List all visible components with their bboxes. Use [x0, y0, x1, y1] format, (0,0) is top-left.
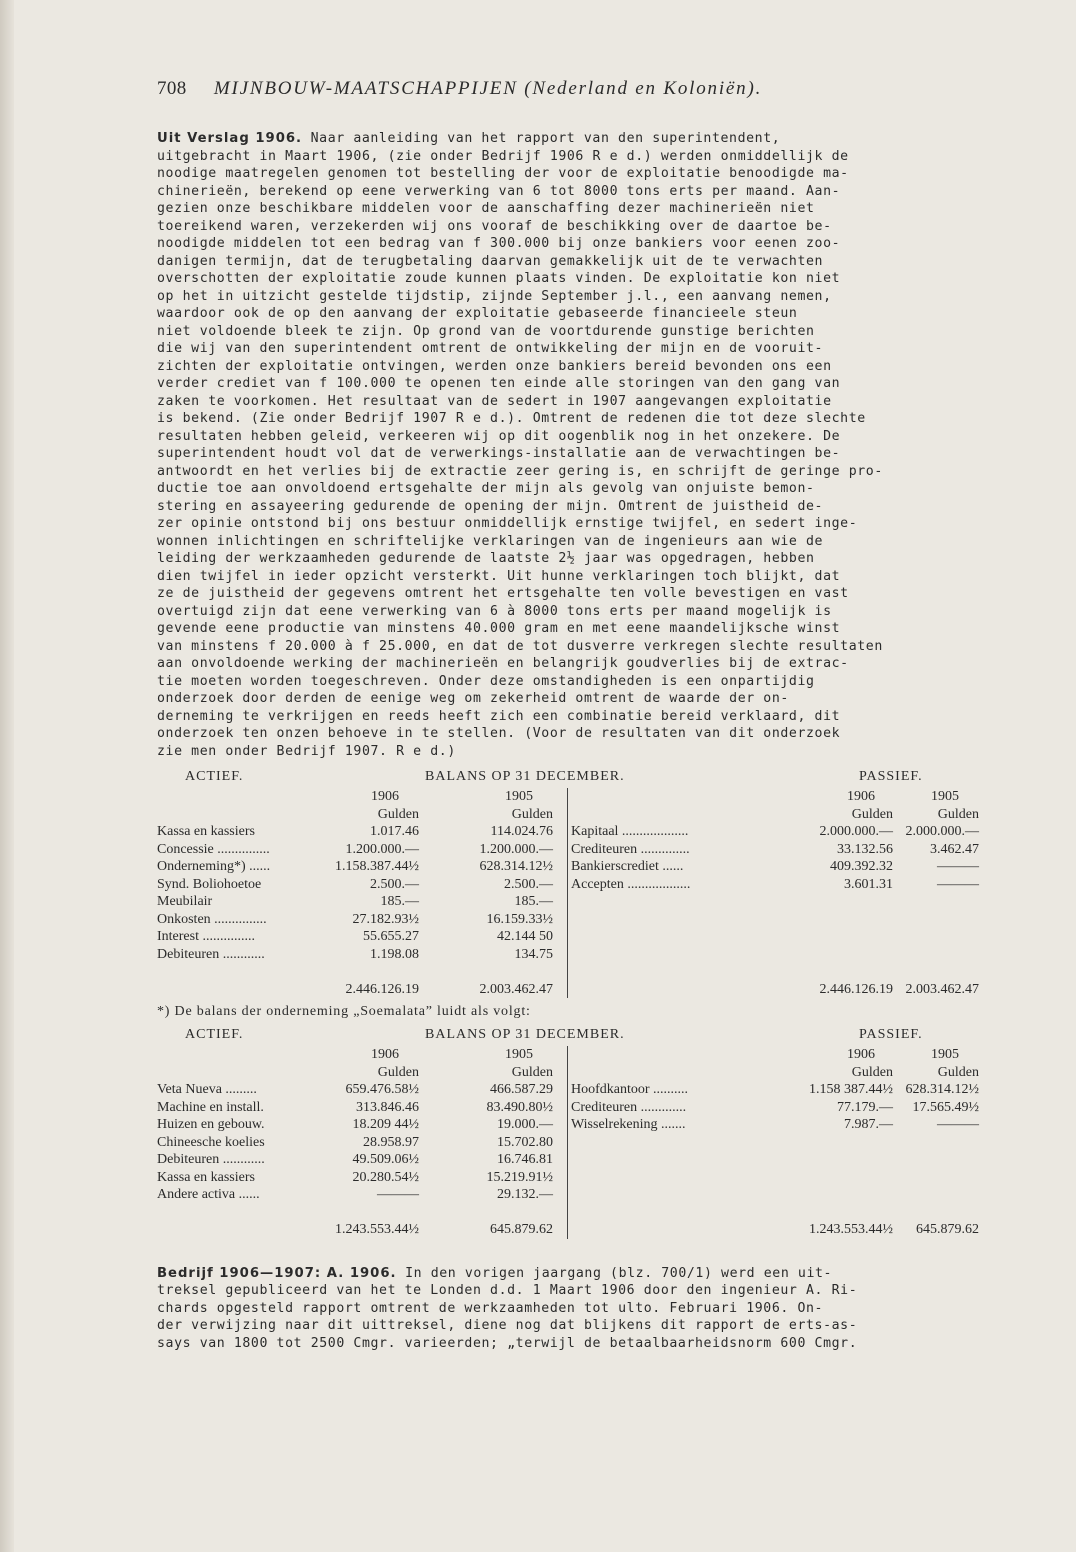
liability-value-1906: 3.601.31: [844, 876, 893, 892]
table-row: [157, 928, 983, 946]
column-divider: [567, 788, 568, 998]
text-line: verder crediet van f 100.000 te openen ten einde alle storingen van den gang van: [157, 376, 841, 391]
asset-value-1905: 19.000.—: [497, 1117, 553, 1132]
unit-label: Gulden: [851, 806, 893, 822]
unit-row: [157, 806, 983, 824]
liability-value-1906: 7.987.—: [844, 1117, 893, 1132]
table-row: [157, 911, 983, 929]
asset-value-1906: 1.158.387.44½: [335, 859, 419, 874]
liability-value-1905: 17.565.49½: [912, 1099, 979, 1115]
year-1905: 1905: [505, 789, 533, 804]
page-number: 708: [157, 78, 187, 99]
table-row: [157, 893, 983, 911]
balance-sheet-soemalata: [157, 1026, 983, 1239]
total-assets-1905: 645.879.62: [490, 1222, 553, 1237]
liability-value-1906: 33.132.56: [837, 841, 893, 857]
asset-value-1906: ———: [377, 1187, 419, 1202]
text-line: zie men onder Bedrijf 1907. R e d.): [157, 743, 456, 759]
text-line: zer opinie ontstond bij ons bestuur onmiddellijk ernstige twijfel, en sedert inge-: [157, 516, 858, 531]
asset-value-1906: 27.182.93½: [352, 911, 419, 927]
unit-label: Gulden: [937, 1064, 979, 1080]
asset-value-1905: 2.500.—: [504, 876, 553, 892]
text-line: zichten der exploitatie ontvingen, werden onze bankiers bereid bevonden ons een: [157, 358, 832, 374]
text-line: noodige maatregelen genomen tot bestelling der voor de exploitatie benoodigde ma-: [157, 166, 849, 181]
asset-label: Andere activa ......: [157, 1187, 260, 1202]
asset-label: Meubilair: [157, 894, 213, 909]
text-line: superintendent houdt vol dat de verwerkings-installatie aan de verwachtingen be-: [157, 446, 841, 461]
liability-value-1906: 77.179.—: [837, 1099, 893, 1115]
unit-label: Gulden: [851, 1064, 893, 1080]
text-line: gevende eene productie van minstens 40.000 gram en met eene maandelijksche winst: [157, 621, 841, 636]
table-row: [157, 1116, 983, 1134]
table-row: [157, 946, 983, 964]
year-1906: 1906: [847, 789, 875, 804]
liability-label: Hoofdkantoor ..........: [571, 1082, 689, 1097]
asset-value-1906: 313.846.46: [356, 1099, 419, 1115]
text-line: zaken te voorkomen. Het resultaat van de sedert in 1907 aangevangen exploitatie: [157, 393, 832, 409]
liability-label: Crediteuren ..............: [571, 841, 690, 857]
asset-value-1906: 659.476.58½: [345, 1082, 419, 1097]
text-line: danigen termijn, dat de terugbetaling daarvan gemakkelijk uit de te verwachten: [157, 253, 824, 269]
asset-label: Debiteuren ............: [157, 1152, 265, 1167]
asset-value-1906: 55.655.27: [363, 929, 419, 944]
liability-label: Kapitaal ...................: [571, 824, 689, 839]
spacer-row: [157, 1204, 983, 1222]
asset-value-1906: 2.500.—: [370, 876, 419, 892]
text-line: overtuigd zijn dat eene verwerking van 6 à 8000 tons erts per maand mogelijk is: [157, 603, 832, 619]
year-1905: 1905: [931, 789, 959, 804]
unit-label: Gulden: [511, 1064, 553, 1080]
unit-label: Gulden: [377, 806, 419, 822]
balance-header: [157, 1026, 983, 1046]
asset-value-1906: 20.280.54½: [352, 1169, 419, 1185]
asset-label: Huizen en gebouw.: [157, 1117, 265, 1132]
asset-value-1906: 1.198.08: [370, 946, 419, 962]
table-row: [157, 1151, 983, 1169]
asset-label: Onkosten ...............: [157, 911, 267, 927]
asset-value-1905: 185.—: [514, 894, 553, 909]
asset-value-1905: 628.314.12½: [479, 859, 553, 874]
table-row: [157, 1169, 983, 1187]
text-line: Uit Verslag 1906. Naar aanleiding van het rapport van den superintendent,: [157, 131, 781, 146]
balance-title: BALANS OP 31 DECEMBER.: [425, 769, 625, 784]
text-line: dien twijfel in ieder opzicht versterkt. Uit hunne verklaringen toch blijkt, dat: [157, 568, 841, 584]
liability-label: Crediteuren .............: [571, 1099, 687, 1115]
asset-label: Kassa en kassiers: [157, 824, 255, 839]
text-line: resultaten hebben geleid, verkeeren wij op dit oogenblik nog in het onzekere. De: [157, 428, 841, 444]
asset-value-1905: 15.702.80: [497, 1134, 553, 1150]
running-title: MIJNBOUW-MAATSCHAPPIJEN (Nederland en Koloniën).: [213, 78, 763, 99]
text-line: antwoordt en het verlies bij de extractie zeer gering is, en schrijft de geringe pro-: [157, 463, 883, 479]
asset-label: Debiteuren ............: [157, 946, 265, 962]
totals-row: [157, 981, 983, 999]
total-liabilities-1905: 645.879.62: [916, 1222, 979, 1237]
asset-label: Synd. Boliohoetoe: [157, 876, 262, 892]
text-line: derneming te verkrijgen en reeds heeft zich een combinatie bereid verklaard, dit: [157, 708, 841, 724]
asset-value-1905: 134.75: [514, 946, 553, 962]
asset-label: Interest ...............: [157, 929, 255, 944]
balance-title: BALANS OP 31 DECEMBER.: [425, 1027, 625, 1042]
year-row: [157, 788, 983, 806]
liability-value-1906: 409.392.32: [830, 859, 893, 874]
year-row: [157, 1046, 983, 1064]
balance-sheet-main: [157, 768, 983, 998]
asset-value-1905: 83.490.80½: [486, 1099, 553, 1115]
asset-value-1906: 1.017.46: [370, 824, 419, 839]
text-line: op het in uitzicht gestelde tijdstip, zijnde September j.l., een aanvang nemen,: [157, 288, 832, 304]
table-row: [157, 1081, 983, 1099]
asset-value-1905: 16.746.81: [497, 1152, 553, 1167]
text-line: wonnen inlichtingen en schriftelijke verklaringen van de ingenieurs aan wie de: [157, 533, 824, 549]
asset-label: Machine en install.: [157, 1099, 264, 1115]
asset-label: Veta Nueva .........: [157, 1082, 257, 1097]
text-line: is bekend. (Zie onder Bedrijf 1907 R e d.). Omtrent de redenen die tot deze slechte: [157, 411, 866, 426]
text-line: toereikend waren, verzekerden wij ons vooraf de beschikking over de daartoe be-: [157, 218, 832, 234]
balance-body: [157, 1046, 983, 1239]
asset-value-1906: 49.509.06½: [352, 1152, 419, 1167]
text-line: aan onvoldoende werking der machinerieën en belangrijk goudverlies bij de extrac-: [157, 656, 849, 671]
footnote: [157, 1004, 983, 1020]
total-assets-1906: 2.446.126.19: [345, 981, 419, 997]
year-1905: 1905: [931, 1047, 959, 1062]
asset-value-1905: 114.024.76: [490, 824, 553, 839]
asset-label: Kassa en kassiers: [157, 1169, 255, 1185]
year-1905: 1905: [505, 1047, 533, 1062]
asset-value-1906: 28.958.97: [363, 1134, 419, 1150]
text-line: die wij van den superintendent omtrent de ontwikkeling der mijn en de vooruit-: [157, 341, 824, 356]
year-1906: 1906: [371, 1047, 399, 1062]
liability-value-1905: 628.314.12½: [905, 1082, 979, 1097]
liability-value-1906: 2.000.000.—: [819, 824, 893, 839]
unit-row: [157, 1064, 983, 1082]
liability-value-1905: ———: [937, 1117, 979, 1132]
text-line: says van 1800 tot 2500 Cmgr. varieerden; „terwijl de betaalbaarheidsnorm 600 Cmgr.: [157, 1335, 858, 1351]
text-line: ductie toe aan onvoldoend ertsgehalte der mijn als gevolg van onjuiste bemon-: [157, 481, 815, 496]
unit-label: Gulden: [511, 806, 553, 822]
balance-header: [157, 768, 983, 788]
page: [157, 78, 983, 1352]
liability-value-1905: ———: [937, 876, 979, 892]
total-liabilities-1906: 2.446.126.19: [819, 981, 893, 997]
text-line: waardoor ook de op den aanvang der exploitatie gebaseerde financieele steun: [157, 306, 798, 321]
text-line: gezien onze beschikbare middelen voor de aanschaffing dezer machinerieën niet: [157, 201, 815, 216]
year-1906: 1906: [847, 1047, 875, 1062]
text-line: tie moeten worden toegeschreven. Onder deze omstandigheden is een onpartijdig: [157, 673, 815, 689]
asset-value-1905: 42.144 50: [497, 929, 553, 944]
actief-label: ACTIEF.: [185, 1027, 244, 1042]
binding-gutter: [0, 0, 14, 1552]
text-line: onderzoek door derden de eenige weg om zekerheid omtrent de waarde der on-: [157, 691, 789, 706]
liability-label: Accepten ..................: [571, 876, 691, 892]
text-line: Bedrijf 1906—1907: A. 1906. In den vorigen jaargang (blz. 700/1) werd een uit-: [157, 1265, 833, 1281]
unit-label: Gulden: [937, 806, 979, 822]
text-line: ze de juistheid der gegevens omtrent het ertsgehalte ten volle bevestigen en vast: [157, 586, 849, 601]
table-row: [157, 823, 983, 841]
asset-value-1906: 185.—: [380, 894, 419, 909]
asset-value-1906: 1.200.000.—: [345, 841, 419, 857]
total-assets-1905: 2.003.462.47: [479, 981, 553, 997]
table-row: [157, 876, 983, 894]
text-line: overschotten der exploitatie zoude kunnen plaats vinden. De exploitatie kon niet: [157, 271, 841, 286]
actief-label: ACTIEF.: [185, 769, 244, 784]
totals-row: [157, 1221, 983, 1239]
text-line: treksel gepubliceerd van het te Londen d.d. 1 Maart 1906 door den ingenieur A. Ri-: [157, 1283, 858, 1298]
table-row: [157, 841, 983, 859]
balance-body: [157, 788, 983, 998]
liability-value-1905: 2.000.000.—: [905, 824, 979, 839]
text-line: stering en assayeering gedurende de opening der mijn. Omtrent de juistheid de-: [157, 498, 824, 514]
liability-value-1906: 1.158 387.44½: [809, 1082, 893, 1097]
running-header: [157, 78, 983, 100]
text-line: van minstens f 20.000 à f 25.000, en dat de tot dusverre verkregen slechte resultaten: [157, 638, 883, 654]
passief-label: PASSIEF.: [859, 769, 923, 784]
unit-label: Gulden: [377, 1064, 419, 1080]
year-1906: 1906: [371, 789, 399, 804]
asset-value-1905: 16.159.33½: [486, 911, 553, 927]
asset-label: Chineesche koelies: [157, 1134, 265, 1150]
table-row: [157, 1099, 983, 1117]
asset-value-1906: 18.209 44½: [352, 1117, 419, 1132]
text-line: chinerieën, berekend op eene verwerking van 6 tot 8000 tons erts per maand. Aan-: [157, 183, 841, 199]
total-assets-1906: 1.243.553.44½: [335, 1222, 419, 1237]
text-line: niet voldoende bleek te zijn. Op grond van de voortdurende gunstige berichten: [157, 323, 815, 339]
asset-label: Onderneming*) ......: [157, 859, 271, 874]
section-lead: Bedrijf 1906—1907: A. 1906.: [157, 1265, 397, 1281]
table-row: [157, 858, 983, 876]
column-divider: [567, 1046, 568, 1239]
bedrijf-paragraph: [157, 1265, 983, 1353]
section-lead: Uit Verslag 1906.: [157, 131, 303, 146]
table-row: [157, 1186, 983, 1204]
liability-label: Bankierscrediet ......: [571, 859, 684, 874]
text-line: chards opgesteld rapport omtrent de werkzaamheden tot ulto. Februari 1906. On-: [157, 1300, 824, 1316]
liability-value-1905: 3.462.47: [930, 841, 979, 857]
text-line: leiding der werkzaamheden gedurende de laatste 2½ jaar was opgedragen, hebben: [157, 551, 815, 566]
text-line: onderzoek ten onzen behoeve in te stellen. (Voor de resultaten van dit onderzoek: [157, 726, 841, 741]
liability-value-1905: ———: [937, 859, 979, 874]
footnote-text: *) De balans der onderneming „Soemalata” luidt als volgt:: [157, 1004, 531, 1019]
text-line: uitgebracht in Maart 1906, (zie onder Bedrijf 1906 R e d.) werden onmiddellijk de: [157, 148, 849, 164]
asset-value-1905: 29.132.—: [497, 1187, 553, 1202]
total-liabilities-1905: 2.003.462.47: [905, 981, 979, 997]
table-row: [157, 1134, 983, 1152]
text-line: noodigde middelen tot een bedrag van f 300.000 bij onze bankiers voor eenen zoo-: [157, 236, 841, 251]
total-liabilities-1906: 1.243.553.44½: [809, 1222, 893, 1237]
liability-label: Wisselrekening .......: [571, 1117, 686, 1132]
asset-value-1905: 466.587.29: [490, 1082, 553, 1097]
asset-value-1905: 1.200.000.—: [479, 841, 553, 857]
report-paragraph: [157, 130, 983, 760]
passief-label: PASSIEF.: [859, 1027, 923, 1042]
text-line: der verwijzing naar dit uittreksel, diene nog dat blijkens dit rapport de erts-as-: [157, 1318, 858, 1333]
asset-value-1905: 15.219.91½: [486, 1169, 553, 1185]
asset-label: Concessie ...............: [157, 841, 270, 857]
spacer-row: [157, 963, 983, 981]
